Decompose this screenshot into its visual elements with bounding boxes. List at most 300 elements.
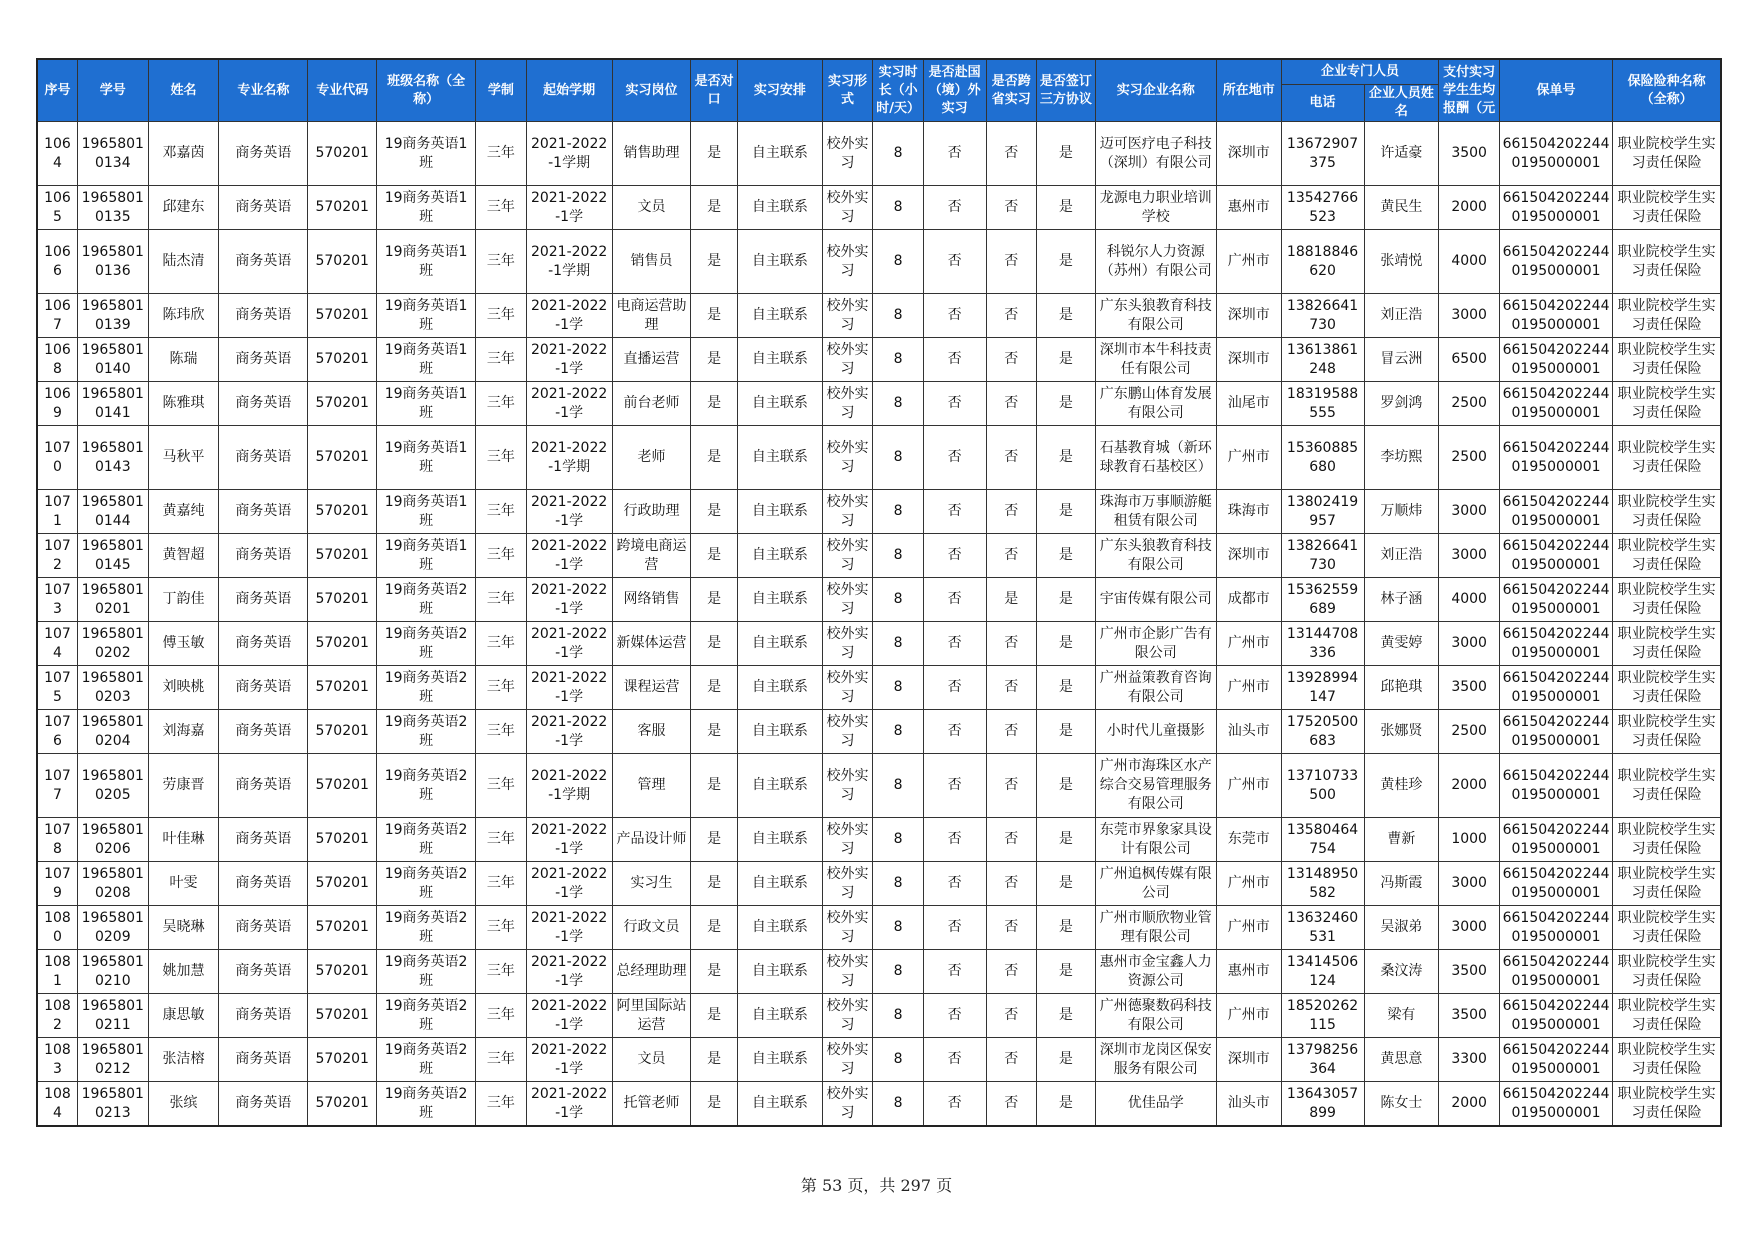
table-row (37, 294, 1721, 338)
cell-matched: 是 (691, 710, 737, 754)
cell-pay: 2000 (1439, 754, 1500, 818)
cell-abroad: 否 (923, 534, 986, 578)
cell-city: 深圳市 (1216, 294, 1281, 338)
cell-start-term: 2021-2022-1学 (526, 534, 612, 578)
table-row (37, 710, 1721, 754)
header-duration: 学制 (476, 59, 527, 122)
cell-abroad: 否 (923, 754, 986, 818)
cell-start-term: 2021-2022-1学 (526, 906, 612, 950)
table-row (37, 186, 1721, 230)
cell-arrangement: 自主联系 (737, 666, 822, 710)
header-hours: 实习时长（小时/天） (873, 59, 924, 122)
cell-cross-province: 否 (986, 754, 1037, 818)
cell-policy-no: 6615042022440195000001 (1499, 622, 1612, 666)
cell-major-code: 570201 (308, 294, 377, 338)
cell-city: 广州市 (1216, 622, 1281, 666)
cell-duration: 三年 (476, 382, 527, 426)
cell-policy-no: 6615042022440195000001 (1499, 862, 1612, 906)
header-start-term: 起始学期 (526, 59, 612, 122)
cell-abroad: 否 (923, 426, 986, 490)
cell-position: 新媒体运营 (612, 622, 691, 666)
cell-matched: 是 (691, 666, 737, 710)
header-form: 实习形式 (822, 59, 873, 122)
cell-abroad: 否 (923, 382, 986, 426)
cell-city: 广州市 (1216, 906, 1281, 950)
cell-city: 深圳市 (1216, 534, 1281, 578)
cell-hours: 8 (873, 666, 924, 710)
cell-arrangement: 自主联系 (737, 382, 822, 426)
cell-phone: 18520262115 (1281, 994, 1364, 1038)
cell-major: 商务英语 (219, 754, 308, 818)
cell-position: 阿里国际站运营 (612, 994, 691, 1038)
cell-student-id: 19658010210 (77, 950, 148, 994)
table-row (37, 666, 1721, 710)
cell-company: 惠州市金宝鑫人力资源公司 (1095, 950, 1216, 994)
table-row (37, 950, 1721, 994)
cell-contact-name: 罗剑鸿 (1364, 382, 1439, 426)
cell-duration: 三年 (476, 994, 527, 1038)
cell-matched: 是 (691, 294, 737, 338)
cell-hours: 8 (873, 1082, 924, 1127)
cell-major: 商务英语 (219, 294, 308, 338)
cell-insurance: 职业院校学生实习责任保险 (1613, 754, 1721, 818)
cell-arrangement: 自主联系 (737, 294, 822, 338)
cell-major: 商务英语 (219, 338, 308, 382)
cell-major-code: 570201 (308, 382, 377, 426)
cell-phone: 13928994147 (1281, 666, 1364, 710)
cell-form: 校外实习 (822, 294, 873, 338)
cell-agreement: 是 (1037, 382, 1096, 426)
cell-pay: 3500 (1439, 950, 1500, 994)
cell-class-name: 19商务英语2班 (377, 578, 476, 622)
cell-contact-name: 冒云洲 (1364, 338, 1439, 382)
cell-class-name: 19商务英语2班 (377, 754, 476, 818)
cell-major: 商务英语 (219, 230, 308, 294)
cell-major-code: 570201 (308, 426, 377, 490)
cell-insurance: 职业院校学生实习责任保险 (1613, 186, 1721, 230)
cell-hours: 8 (873, 818, 924, 862)
cell-insurance: 职业院校学生实习责任保险 (1613, 950, 1721, 994)
cell-duration: 三年 (476, 338, 527, 382)
cell-agreement: 是 (1037, 122, 1096, 186)
header-phone: 电话 (1281, 85, 1364, 122)
cell-student-id: 19658010134 (77, 122, 148, 186)
cell-seq: 1072 (37, 534, 77, 578)
cell-cross-province: 否 (986, 426, 1037, 490)
cell-abroad: 否 (923, 490, 986, 534)
cell-name: 姚加慧 (148, 950, 219, 994)
cell-class-name: 19商务英语1班 (377, 382, 476, 426)
cell-policy-no: 6615042022440195000001 (1499, 338, 1612, 382)
cell-phone: 18319588555 (1281, 382, 1364, 426)
cell-phone: 13826641730 (1281, 534, 1364, 578)
cell-city: 珠海市 (1216, 490, 1281, 534)
cell-duration: 三年 (476, 622, 527, 666)
cell-city: 东莞市 (1216, 818, 1281, 862)
cell-hours: 8 (873, 338, 924, 382)
cell-pay: 3000 (1439, 862, 1500, 906)
cell-contact-name: 刘正浩 (1364, 534, 1439, 578)
cell-major-code: 570201 (308, 186, 377, 230)
cell-contact-name: 黄雯婷 (1364, 622, 1439, 666)
cell-contact-name: 桑汶涛 (1364, 950, 1439, 994)
cell-student-id: 19658010141 (77, 382, 148, 426)
cell-matched: 是 (691, 818, 737, 862)
cell-city: 汕尾市 (1216, 382, 1281, 426)
cell-hours: 8 (873, 534, 924, 578)
cell-class-name: 19商务英语1班 (377, 490, 476, 534)
cell-start-term: 2021-2022-1学 (526, 1082, 612, 1127)
cell-city: 惠州市 (1216, 186, 1281, 230)
cell-matched: 是 (691, 338, 737, 382)
cell-agreement: 是 (1037, 186, 1096, 230)
cell-start-term: 2021-2022-1学 (526, 994, 612, 1038)
cell-form: 校外实习 (822, 578, 873, 622)
cell-insurance: 职业院校学生实习责任保险 (1613, 906, 1721, 950)
cell-major-code: 570201 (308, 906, 377, 950)
cell-seq: 1065 (37, 186, 77, 230)
cell-policy-no: 6615042022440195000001 (1499, 906, 1612, 950)
cell-pay: 2000 (1439, 186, 1500, 230)
cell-cross-province: 否 (986, 230, 1037, 294)
cell-cross-province: 否 (986, 710, 1037, 754)
cell-company: 广东头狼教育科技有限公司 (1095, 534, 1216, 578)
cell-position: 文员 (612, 186, 691, 230)
cell-abroad: 否 (923, 994, 986, 1038)
cell-insurance: 职业院校学生实习责任保险 (1613, 666, 1721, 710)
cell-class-name: 19商务英语2班 (377, 666, 476, 710)
cell-form: 校外实习 (822, 622, 873, 666)
cell-seq: 1083 (37, 1038, 77, 1082)
cell-student-id: 19658010213 (77, 1082, 148, 1127)
cell-arrangement: 自主联系 (737, 754, 822, 818)
cell-abroad: 否 (923, 862, 986, 906)
cell-duration: 三年 (476, 1082, 527, 1127)
cell-name: 陈玮欣 (148, 294, 219, 338)
cell-company: 广州益策教育咨询有限公司 (1095, 666, 1216, 710)
header-student-id: 学号 (77, 59, 148, 122)
cell-company: 石基教育城（新环球教育石基校区） (1095, 426, 1216, 490)
cell-major: 商务英语 (219, 186, 308, 230)
cell-arrangement: 自主联系 (737, 578, 822, 622)
cell-form: 校外实习 (822, 534, 873, 578)
cell-hours: 8 (873, 754, 924, 818)
cell-start-term: 2021-2022-1学 (526, 186, 612, 230)
cell-arrangement: 自主联系 (737, 862, 822, 906)
cell-name: 劳康晋 (148, 754, 219, 818)
cell-pay: 3500 (1439, 122, 1500, 186)
cell-agreement: 是 (1037, 710, 1096, 754)
cell-matched: 是 (691, 950, 737, 994)
cell-major: 商务英语 (219, 426, 308, 490)
cell-phone: 13826641730 (1281, 294, 1364, 338)
cell-seq: 1064 (37, 122, 77, 186)
cell-company: 广州市海珠区水产综合交易管理服务有限公司 (1095, 754, 1216, 818)
cell-seq: 1082 (37, 994, 77, 1038)
cell-arrangement: 自主联系 (737, 534, 822, 578)
cell-contact-name: 邱艳琪 (1364, 666, 1439, 710)
cell-start-term: 2021-2022-1学 (526, 950, 612, 994)
cell-city: 深圳市 (1216, 1038, 1281, 1082)
cell-company: 广东头狼教育科技有限公司 (1095, 294, 1216, 338)
table-row (37, 490, 1721, 534)
cell-abroad: 否 (923, 622, 986, 666)
cell-class-name: 19商务英语1班 (377, 186, 476, 230)
cell-name: 陆杰清 (148, 230, 219, 294)
cell-company: 广州德聚数码科技有限公司 (1095, 994, 1216, 1038)
cell-company: 龙源电力职业培训学校 (1095, 186, 1216, 230)
cell-hours: 8 (873, 994, 924, 1038)
cell-student-id: 19658010143 (77, 426, 148, 490)
cell-abroad: 否 (923, 710, 986, 754)
cell-name: 吴晓琳 (148, 906, 219, 950)
cell-insurance: 职业院校学生实习责任保险 (1613, 710, 1721, 754)
cell-name: 黄智超 (148, 534, 219, 578)
cell-name: 马秋平 (148, 426, 219, 490)
cell-cross-province: 否 (986, 534, 1037, 578)
cell-policy-no: 6615042022440195000001 (1499, 1038, 1612, 1082)
cell-arrangement: 自主联系 (737, 230, 822, 294)
cell-student-id: 19658010144 (77, 490, 148, 534)
cell-start-term: 2021-2022-1学期 (526, 122, 612, 186)
cell-phone: 13643057899 (1281, 1082, 1364, 1127)
cell-form: 校外实习 (822, 950, 873, 994)
cell-contact-name: 许适豪 (1364, 122, 1439, 186)
cell-hours: 8 (873, 950, 924, 994)
cell-duration: 三年 (476, 426, 527, 490)
cell-name: 张缤 (148, 1082, 219, 1127)
cell-start-term: 2021-2022-1学 (526, 294, 612, 338)
cell-major-code: 570201 (308, 862, 377, 906)
cell-major: 商务英语 (219, 1082, 308, 1127)
cell-policy-no: 6615042022440195000001 (1499, 818, 1612, 862)
cell-student-id: 19658010212 (77, 1038, 148, 1082)
cell-abroad: 否 (923, 950, 986, 994)
cell-company: 迈可医疗电子科技（深圳）有限公司 (1095, 122, 1216, 186)
cell-contact-name: 曹新 (1364, 818, 1439, 862)
cell-duration: 三年 (476, 490, 527, 534)
cell-start-term: 2021-2022-1学 (526, 382, 612, 426)
header-class-name: 班级名称（全称） (377, 59, 476, 122)
cell-city: 广州市 (1216, 862, 1281, 906)
cell-policy-no: 6615042022440195000001 (1499, 950, 1612, 994)
cell-major: 商务英语 (219, 906, 308, 950)
cell-major-code: 570201 (308, 230, 377, 294)
cell-major-code: 570201 (308, 950, 377, 994)
cell-pay: 2500 (1439, 710, 1500, 754)
cell-policy-no: 6615042022440195000001 (1499, 666, 1612, 710)
cell-major-code: 570201 (308, 666, 377, 710)
cell-major: 商务英语 (219, 950, 308, 994)
cell-seq: 1073 (37, 578, 77, 622)
cell-major-code: 570201 (308, 578, 377, 622)
cell-seq: 1080 (37, 906, 77, 950)
cell-city: 深圳市 (1216, 122, 1281, 186)
cell-agreement: 是 (1037, 490, 1096, 534)
cell-student-id: 19658010201 (77, 578, 148, 622)
cell-arrangement: 自主联系 (737, 818, 822, 862)
cell-major: 商务英语 (219, 122, 308, 186)
table-row (37, 382, 1721, 426)
cell-form: 校外实习 (822, 710, 873, 754)
cell-start-term: 2021-2022-1学期 (526, 230, 612, 294)
table-row (37, 534, 1721, 578)
cell-matched: 是 (691, 534, 737, 578)
cell-contact-name: 刘正浩 (1364, 294, 1439, 338)
cell-class-name: 19商务英语2班 (377, 710, 476, 754)
cell-insurance: 职业院校学生实习责任保险 (1613, 534, 1721, 578)
cell-duration: 三年 (476, 230, 527, 294)
cell-insurance: 职业院校学生实习责任保险 (1613, 294, 1721, 338)
cell-phone: 13632460531 (1281, 906, 1364, 950)
cell-position: 客服 (612, 710, 691, 754)
cell-major: 商务英语 (219, 622, 308, 666)
cell-duration: 三年 (476, 186, 527, 230)
cell-pay: 3000 (1439, 906, 1500, 950)
cell-pay: 3000 (1439, 622, 1500, 666)
cell-position: 销售助理 (612, 122, 691, 186)
cell-major-code: 570201 (308, 1082, 377, 1127)
cell-name: 傅玉敏 (148, 622, 219, 666)
cell-city: 广州市 (1216, 230, 1281, 294)
cell-policy-no: 6615042022440195000001 (1499, 994, 1612, 1038)
header-major: 专业名称 (219, 59, 308, 122)
cell-seq: 1081 (37, 950, 77, 994)
cell-major: 商务英语 (219, 994, 308, 1038)
cell-abroad: 否 (923, 1082, 986, 1127)
cell-pay: 3000 (1439, 294, 1500, 338)
cell-insurance: 职业院校学生实习责任保险 (1613, 490, 1721, 534)
cell-duration: 三年 (476, 950, 527, 994)
cell-student-id: 19658010209 (77, 906, 148, 950)
cell-pay: 6500 (1439, 338, 1500, 382)
cell-cross-province: 否 (986, 1082, 1037, 1127)
cell-pay: 4000 (1439, 578, 1500, 622)
cell-company: 宇宙传媒有限公司 (1095, 578, 1216, 622)
cell-city: 惠州市 (1216, 950, 1281, 994)
header-matched: 是否对口 (691, 59, 737, 122)
cell-student-id: 19658010211 (77, 994, 148, 1038)
cell-cross-province: 否 (986, 382, 1037, 426)
cell-class-name: 19商务英语1班 (377, 294, 476, 338)
cell-contact-name: 张靖悦 (1364, 230, 1439, 294)
cell-matched: 是 (691, 490, 737, 534)
table-row (37, 230, 1721, 294)
cell-major-code: 570201 (308, 622, 377, 666)
cell-agreement: 是 (1037, 862, 1096, 906)
cell-position: 实习生 (612, 862, 691, 906)
cell-company: 深圳市龙岗区保安服务有限公司 (1095, 1038, 1216, 1082)
cell-cross-province: 否 (986, 906, 1037, 950)
cell-phone: 13710733500 (1281, 754, 1364, 818)
cell-insurance: 职业院校学生实习责任保险 (1613, 578, 1721, 622)
cell-insurance: 职业院校学生实习责任保险 (1613, 338, 1721, 382)
header-policy-no: 保单号 (1499, 59, 1612, 122)
cell-policy-no: 6615042022440195000001 (1499, 122, 1612, 186)
cell-phone: 17520500683 (1281, 710, 1364, 754)
cell-cross-province: 否 (986, 818, 1037, 862)
cell-pay: 3300 (1439, 1038, 1500, 1082)
cell-matched: 是 (691, 906, 737, 950)
cell-position: 总经理助理 (612, 950, 691, 994)
cell-form: 校外实习 (822, 186, 873, 230)
cell-name: 叶佳琳 (148, 818, 219, 862)
cell-start-term: 2021-2022-1学 (526, 862, 612, 906)
cell-position: 产品设计师 (612, 818, 691, 862)
table-row (37, 122, 1721, 186)
cell-cross-province: 否 (986, 862, 1037, 906)
cell-city: 汕头市 (1216, 1082, 1281, 1127)
cell-cross-province: 是 (986, 578, 1037, 622)
cell-arrangement: 自主联系 (737, 994, 822, 1038)
cell-abroad: 否 (923, 186, 986, 230)
cell-matched: 是 (691, 230, 737, 294)
cell-contact-name: 黄民生 (1364, 186, 1439, 230)
table-row (37, 754, 1721, 818)
cell-agreement: 是 (1037, 950, 1096, 994)
cell-major-code: 570201 (308, 754, 377, 818)
cell-insurance: 职业院校学生实习责任保险 (1613, 994, 1721, 1038)
cell-position: 网络销售 (612, 578, 691, 622)
cell-city: 汕头市 (1216, 710, 1281, 754)
cell-seq: 1077 (37, 754, 77, 818)
cell-class-name: 19商务英语2班 (377, 950, 476, 994)
cell-seq: 1067 (37, 294, 77, 338)
cell-form: 校外实习 (822, 1082, 873, 1127)
cell-start-term: 2021-2022-1学 (526, 338, 612, 382)
cell-name: 刘映桃 (148, 666, 219, 710)
cell-phone: 13144708336 (1281, 622, 1364, 666)
cell-agreement: 是 (1037, 754, 1096, 818)
table-row (37, 906, 1721, 950)
table-row (37, 818, 1721, 862)
cell-duration: 三年 (476, 906, 527, 950)
cell-arrangement: 自主联系 (737, 186, 822, 230)
cell-company: 深圳市本牛科技责任有限公司 (1095, 338, 1216, 382)
cell-policy-no: 6615042022440195000001 (1499, 490, 1612, 534)
cell-class-name: 19商务英语1班 (377, 426, 476, 490)
cell-phone: 13672907375 (1281, 122, 1364, 186)
cell-arrangement: 自主联系 (737, 622, 822, 666)
cell-policy-no: 6615042022440195000001 (1499, 578, 1612, 622)
cell-duration: 三年 (476, 294, 527, 338)
cell-student-id: 19658010139 (77, 294, 148, 338)
cell-contact-name: 万顺炜 (1364, 490, 1439, 534)
cell-student-id: 19658010140 (77, 338, 148, 382)
cell-major-code: 570201 (308, 994, 377, 1038)
cell-policy-no: 6615042022440195000001 (1499, 1082, 1612, 1127)
cell-phone: 13613861248 (1281, 338, 1364, 382)
header-major-code: 专业代码 (308, 59, 377, 122)
cell-arrangement: 自主联系 (737, 710, 822, 754)
cell-cross-province: 否 (986, 994, 1037, 1038)
cell-pay: 3500 (1439, 994, 1500, 1038)
cell-hours: 8 (873, 230, 924, 294)
cell-pay: 3000 (1439, 490, 1500, 534)
cell-company: 珠海市万事顺游艇租赁有限公司 (1095, 490, 1216, 534)
table-row (37, 578, 1721, 622)
cell-cross-province: 否 (986, 294, 1037, 338)
cell-abroad: 否 (923, 1038, 986, 1082)
cell-name: 邱建东 (148, 186, 219, 230)
cell-insurance: 职业院校学生实习责任保险 (1613, 230, 1721, 294)
cell-major-code: 570201 (308, 122, 377, 186)
cell-cross-province: 否 (986, 622, 1037, 666)
cell-position: 行政助理 (612, 490, 691, 534)
cell-agreement: 是 (1037, 230, 1096, 294)
cell-policy-no: 6615042022440195000001 (1499, 382, 1612, 426)
cell-company: 广州市企影广告有限公司 (1095, 622, 1216, 666)
